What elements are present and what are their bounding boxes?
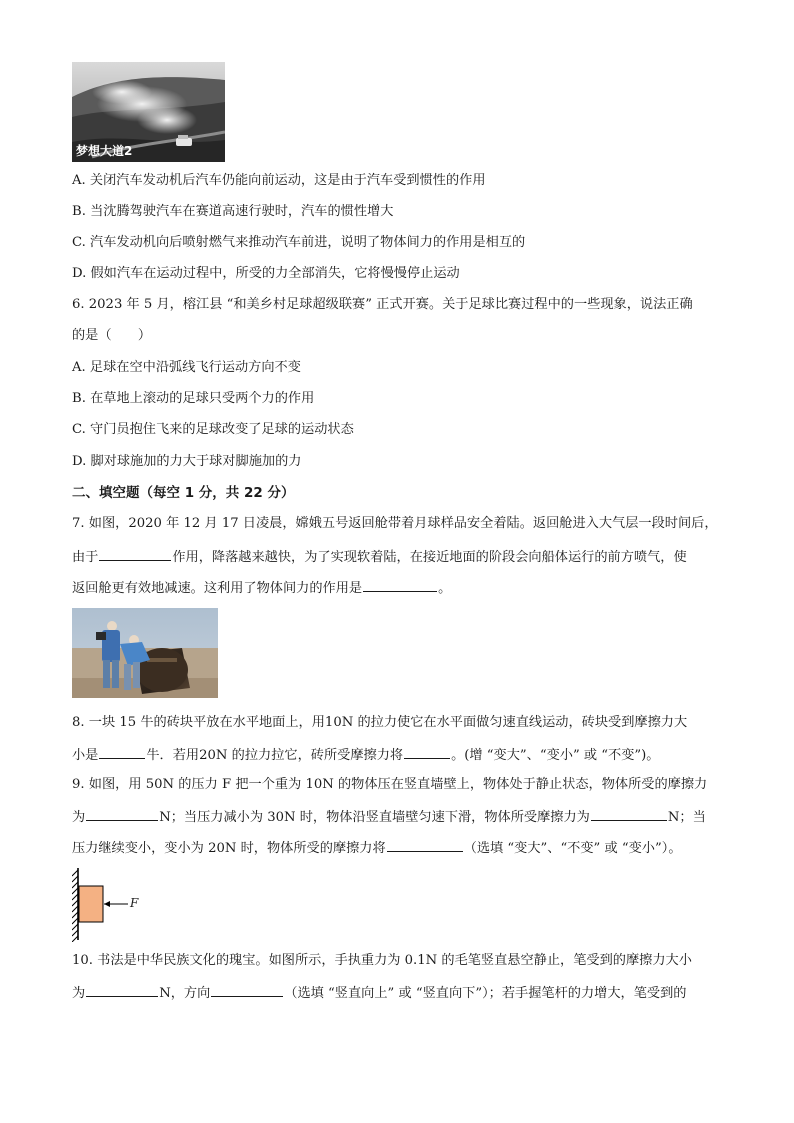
q8-text-b: 牛．若用20N 的拉力拉它，砖所受摩擦力将 [146, 748, 404, 763]
block [79, 886, 103, 922]
car-photo-caption: 梦想大道2 [76, 144, 133, 158]
q8-answer-blank-1[interactable] [99, 744, 145, 759]
q8-stem-line2 [72, 744, 732, 766]
car-dust-photo [72, 62, 225, 162]
q7-stem-line3 [72, 577, 732, 599]
q10-text-a: 为 [72, 986, 86, 1001]
q7-stem-line1: 7. 如图，2020 年 12 月 17 日凌晨，嫦娥五号返回舱带着月球样品安全着陆。返回舱进入大气层一段时间后， [72, 516, 718, 531]
q9-text-b: N；当压力减小为 30N 时，物体沿竖直墙壁匀速下滑，物体所受摩擦力为 [159, 810, 590, 825]
q10-text-c: （选填 “竖直向上” 或 “竖直向下”）；若手握笔杆的力增大，笔受到的 [284, 986, 687, 1001]
q10-answer-blank-2[interactable] [211, 982, 283, 997]
q7-text-a: 由于 [72, 550, 99, 565]
q8-answer-blank-2[interactable] [404, 744, 450, 759]
q5-option-c: C. 汽车发动机向后喷射燃气来推动汽车前进，说明了物体间力的作用是相互的 [72, 235, 526, 250]
q9-text-a: 为 [72, 810, 86, 825]
q9-stem-line3 [72, 837, 732, 859]
q7-text-c: 返回舱更有效地减速。这利用了物体间力的作用是 [72, 581, 363, 596]
q8-text-a: 小是 [72, 748, 99, 763]
q10-text-b: N，方向 [159, 986, 211, 1001]
q6-stem-line1: 6. 2023 年 5 月，榕江县 “和美乡村足球超级联赛” 正式开赛。关于足球比赛过程中的一些现象，说法正确 [72, 297, 693, 312]
q7-stem-line2 [72, 546, 732, 568]
q9-text-d: 压力继续变小，变小为 20N 时，物体所受的摩擦力将 [72, 841, 386, 856]
q10-stem-line2 [72, 982, 732, 1004]
q9-text-e: （选填 “变大”、“不变” 或 “变小”）。 [463, 841, 682, 856]
q10-stem-line1: 10. 书法是中华民族文化的瑰宝。如图所示，手执重力为 0.1N 的毛笔竖直悬空静止，笔受到的摩擦力大小 [72, 953, 692, 968]
q5-option-a: A. 关闭汽车发动机后汽车仍能向前运动，这是由于汽车受到惯性的作用 [72, 173, 486, 188]
q9-answer-blank-1[interactable] [86, 806, 158, 821]
q8-stem-line1: 8. 一块 15 牛的砖块平放在水平地面上，用10N 的拉力使它在水平面做匀速直线运动，砖块受到摩擦力大 [72, 715, 688, 730]
q9-stem-line2 [72, 806, 732, 828]
q9-answer-blank-3[interactable] [387, 837, 463, 852]
q8-text-c: 。(增 “变大”、“变小” 或 “不变”)。 [451, 748, 660, 763]
q7-answer-blank-2[interactable] [363, 577, 437, 592]
q7-text-d: 。 [438, 581, 452, 596]
q5-option-d: D. 假如汽车在运动过程中，所受的力全部消失，它将慢慢停止运动 [72, 266, 460, 281]
q9-text-c: N；当 [667, 810, 706, 825]
wall-block-diagram [72, 866, 152, 942]
q9-answer-blank-2[interactable] [591, 806, 667, 821]
q6-option-d: D. 脚对球施加的力大于球对脚施加的力 [72, 454, 302, 469]
capsule-landing-photo [72, 608, 218, 698]
force-label: F [130, 896, 139, 910]
q10-answer-blank-1[interactable] [86, 982, 158, 997]
q6-option-b: B. 在草地上滚动的足球只受两个力的作用 [72, 391, 315, 406]
q6-option-a: A. 足球在空中沿弧线飞行运动方向不变 [72, 360, 301, 375]
q6-option-c: C. 守门员抱住飞来的足球改变了足球的运动状态 [72, 422, 354, 437]
q6-stem-line2: 的是（ ） [72, 328, 152, 343]
section-heading: 二、填空题（每空 1 分，共 22 分） [72, 485, 295, 501]
q7-answer-blank-1[interactable] [99, 546, 171, 561]
q5-option-b: B. 当沈腾驾驶汽车在赛道高速行驶时，汽车的惯性增大 [72, 204, 394, 219]
q7-text-b: 作用，降落越来越快，为了实现软着陆，在接近地面的阶段会向船体运行的前方喷气，使 [172, 550, 687, 565]
q9-stem-line1: 9. 如图，用 50N 的压力 F 把一个重为 10N 的物体压在竖直墙壁上，物体处于静止状态，物体所受的摩擦力 [72, 777, 708, 792]
